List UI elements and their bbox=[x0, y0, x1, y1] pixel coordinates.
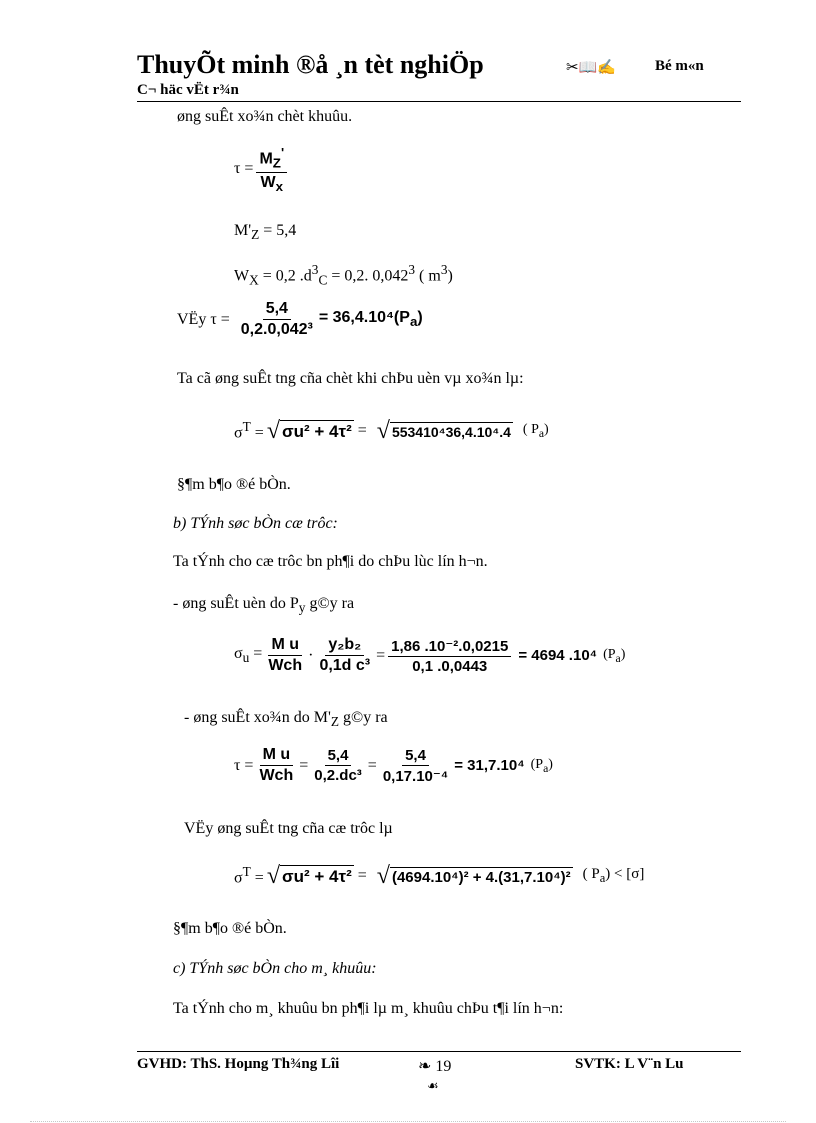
fraction bbox=[388, 637, 511, 675]
subscript: a bbox=[538, 426, 545, 440]
advisor-credit: GVHD: ThS. Hoµng Th¾ng Lîi bbox=[137, 1056, 340, 1072]
text-run: ( m bbox=[415, 267, 441, 285]
header-ornament: ✂📖✍ bbox=[566, 60, 616, 76]
fraction bbox=[316, 636, 373, 675]
subscript: a bbox=[409, 314, 418, 330]
equation-sigma-bending bbox=[234, 636, 625, 675]
text-run: ) < [σ] bbox=[605, 866, 645, 882]
fraction-numerator: 1,86 .10⁻².0,0215 bbox=[388, 637, 511, 657]
equation-lhs bbox=[234, 645, 262, 666]
text-run: (P bbox=[530, 756, 544, 772]
ornament-icon: ☙ bbox=[427, 1078, 439, 1093]
equation-result: = 31,7.10⁴ bbox=[454, 757, 525, 774]
equation-result bbox=[319, 309, 423, 329]
paragraph: Ta tÝnh cho m¸ khuûu bn ph¶i lµ m¸ khuûu chÞu t¶i lín h¬n: bbox=[173, 1000, 564, 1017]
fraction bbox=[256, 145, 287, 194]
radical-sign-icon: √ bbox=[376, 863, 390, 889]
text-run: ) bbox=[544, 422, 549, 438]
fraction-numerator: M u bbox=[268, 636, 302, 656]
multiplication-dot: · bbox=[308, 646, 314, 664]
text-run: - øng suÊt uèn do P bbox=[173, 595, 299, 612]
square-root bbox=[267, 419, 354, 443]
square-root bbox=[377, 419, 513, 443]
text-run: ( P bbox=[522, 422, 539, 438]
header-rule bbox=[137, 101, 741, 102]
text-run: = bbox=[250, 869, 264, 887]
text-run: = bbox=[250, 424, 264, 442]
fraction-denominator: Wch bbox=[259, 767, 294, 784]
equals-sign: = bbox=[357, 422, 367, 439]
fraction-denominator: W bbox=[260, 173, 276, 191]
document-subtitle: C¬ häc vËt r¾n bbox=[137, 82, 239, 98]
equation-mz bbox=[234, 222, 296, 243]
radical-sign-icon: √ bbox=[266, 418, 280, 444]
unit bbox=[531, 757, 553, 775]
text-run: - øng suÊt xo¾n do M' bbox=[184, 709, 331, 726]
subscript: C bbox=[318, 272, 328, 288]
equation-result: = 4694 .10⁴ bbox=[518, 647, 598, 664]
equation-tau-result bbox=[177, 300, 423, 339]
radical-sign-icon: √ bbox=[376, 418, 390, 444]
fraction-numerator: M bbox=[259, 150, 273, 168]
fraction-denominator: 0,2.0,042³ bbox=[240, 321, 313, 338]
unit bbox=[523, 422, 549, 440]
radicand: σu² + 4τ² bbox=[281, 867, 352, 886]
square-root bbox=[267, 864, 354, 888]
unit bbox=[603, 647, 625, 665]
superscript: 3 bbox=[408, 262, 416, 277]
text-run: (P bbox=[603, 646, 616, 662]
radicand: (4694.10⁴)² + 4.(31,7.10⁴)² bbox=[391, 868, 571, 886]
author-credit: SVTK: L V¨n Lu bbox=[575, 1056, 684, 1072]
text-run: = bbox=[249, 644, 263, 662]
fraction-numerator: y₂b₂ bbox=[325, 636, 364, 656]
square-root bbox=[377, 864, 573, 888]
equation-lhs bbox=[234, 419, 264, 442]
paragraph: §¶m b¶o ®é bÒn. bbox=[177, 476, 291, 493]
radical-sign-icon: √ bbox=[266, 863, 280, 889]
scroll-left-icon: ❧ bbox=[418, 1058, 432, 1075]
paragraph bbox=[184, 709, 388, 730]
text-run: M' bbox=[234, 222, 252, 239]
paragraph: §¶m b¶o ®é bÒn. bbox=[173, 920, 287, 937]
fraction-denominator: Wch bbox=[268, 657, 303, 674]
fraction bbox=[256, 746, 296, 785]
equals-sign: = bbox=[376, 646, 386, 664]
equals-sign: = bbox=[357, 867, 367, 884]
equation-lhs: τ = bbox=[234, 160, 254, 178]
fraction-numerator: 5,4 bbox=[325, 747, 352, 766]
fraction-denominator: 0,1 .0,0443 bbox=[412, 657, 488, 675]
text-run: g©y ra bbox=[339, 709, 388, 726]
superscript: 3 bbox=[440, 262, 448, 277]
equation-sigma-journal bbox=[234, 864, 644, 888]
page-edge-divider bbox=[30, 1121, 786, 1122]
equals-sign: = bbox=[367, 756, 377, 774]
text-run: g©y ra bbox=[305, 595, 355, 612]
text-run: ) bbox=[417, 309, 423, 327]
text-run: ) bbox=[447, 267, 453, 285]
subscript: X bbox=[249, 272, 259, 288]
paragraph bbox=[173, 595, 354, 616]
text-run: σ bbox=[234, 644, 243, 662]
text-run: = 5,4 bbox=[259, 222, 297, 239]
superscript: 3 bbox=[311, 262, 319, 277]
text-run: σ bbox=[234, 424, 243, 442]
subscript: a bbox=[599, 871, 606, 885]
text-run: σ bbox=[234, 869, 243, 887]
radicand: σu² + 4τ² bbox=[281, 422, 352, 441]
subscript: y bbox=[298, 600, 306, 616]
section-heading: b) TÝnh søc bÒn cæ trôc: bbox=[173, 515, 338, 532]
radicand: 553410⁴36,4.10⁴.4 bbox=[391, 424, 511, 440]
equation-tau-journal bbox=[234, 746, 553, 785]
paragraph: Ta cã øng suÊt tng cña chèt khi chÞu uèn vµ xo¾n lµ: bbox=[177, 370, 524, 387]
text-run: ) bbox=[620, 646, 626, 662]
fraction bbox=[265, 636, 305, 675]
page-number bbox=[418, 1056, 451, 1076]
text-run: ( P bbox=[582, 866, 600, 882]
text-run: = 36,4.10⁴(P bbox=[318, 309, 410, 327]
equation-lhs: VËy τ = bbox=[177, 310, 230, 328]
fraction bbox=[380, 747, 451, 785]
page-number-value: 19 bbox=[435, 1058, 452, 1075]
text-run: = 0,2. 0,042 bbox=[327, 267, 409, 285]
fraction-denominator: 0,1d c³ bbox=[319, 657, 371, 674]
fraction-numerator: 5,4 bbox=[263, 300, 291, 320]
text-run: ) bbox=[548, 756, 553, 772]
paragraph: VËy øng suÊt tng cña cæ trôc lµ bbox=[184, 820, 393, 837]
fraction-numerator: 5,4 bbox=[402, 747, 429, 766]
subscript: a bbox=[615, 651, 621, 665]
department-label: Bé m«n bbox=[655, 58, 704, 74]
superscript: ' bbox=[280, 145, 285, 160]
equation-sigma-pin bbox=[234, 419, 549, 443]
section-heading: c) TÝnh søc bÒn cho m¸ khuûu: bbox=[173, 960, 377, 977]
equals-sign: = bbox=[299, 756, 309, 774]
superscript: T bbox=[242, 419, 251, 435]
equation-lhs bbox=[234, 864, 264, 887]
equation-tau bbox=[234, 145, 290, 194]
fraction-numerator: M u bbox=[260, 746, 294, 766]
footer-rule bbox=[137, 1051, 741, 1052]
document-title: ThuyÕt minh ®å ¸n tèt nghiÖp bbox=[137, 50, 484, 79]
subscript: Z bbox=[330, 714, 340, 730]
text-run: = 0,2 .d bbox=[258, 267, 312, 285]
paragraph: Ta tÝnh cho cæ trôc bn ph¶i do chÞu lùc lín h¬n. bbox=[173, 553, 488, 570]
unit bbox=[583, 866, 645, 886]
subscript: Z bbox=[251, 227, 260, 243]
subscript: x bbox=[275, 178, 284, 194]
superscript: T bbox=[242, 864, 251, 880]
paragraph: øng suÊt xo¾n chèt khuûu. bbox=[177, 108, 353, 125]
subscript: Z bbox=[272, 155, 281, 171]
equation-lhs: τ = bbox=[234, 756, 254, 774]
subscript: a bbox=[543, 761, 549, 775]
fraction bbox=[238, 300, 316, 339]
subscript: u bbox=[242, 650, 250, 666]
fraction-denominator: 0,2.dc³ bbox=[314, 767, 362, 784]
text-run: W bbox=[234, 267, 250, 285]
equation-wx bbox=[234, 262, 453, 289]
fraction-denominator: 0,17.10⁻⁴ bbox=[382, 767, 449, 785]
fraction bbox=[311, 747, 365, 784]
